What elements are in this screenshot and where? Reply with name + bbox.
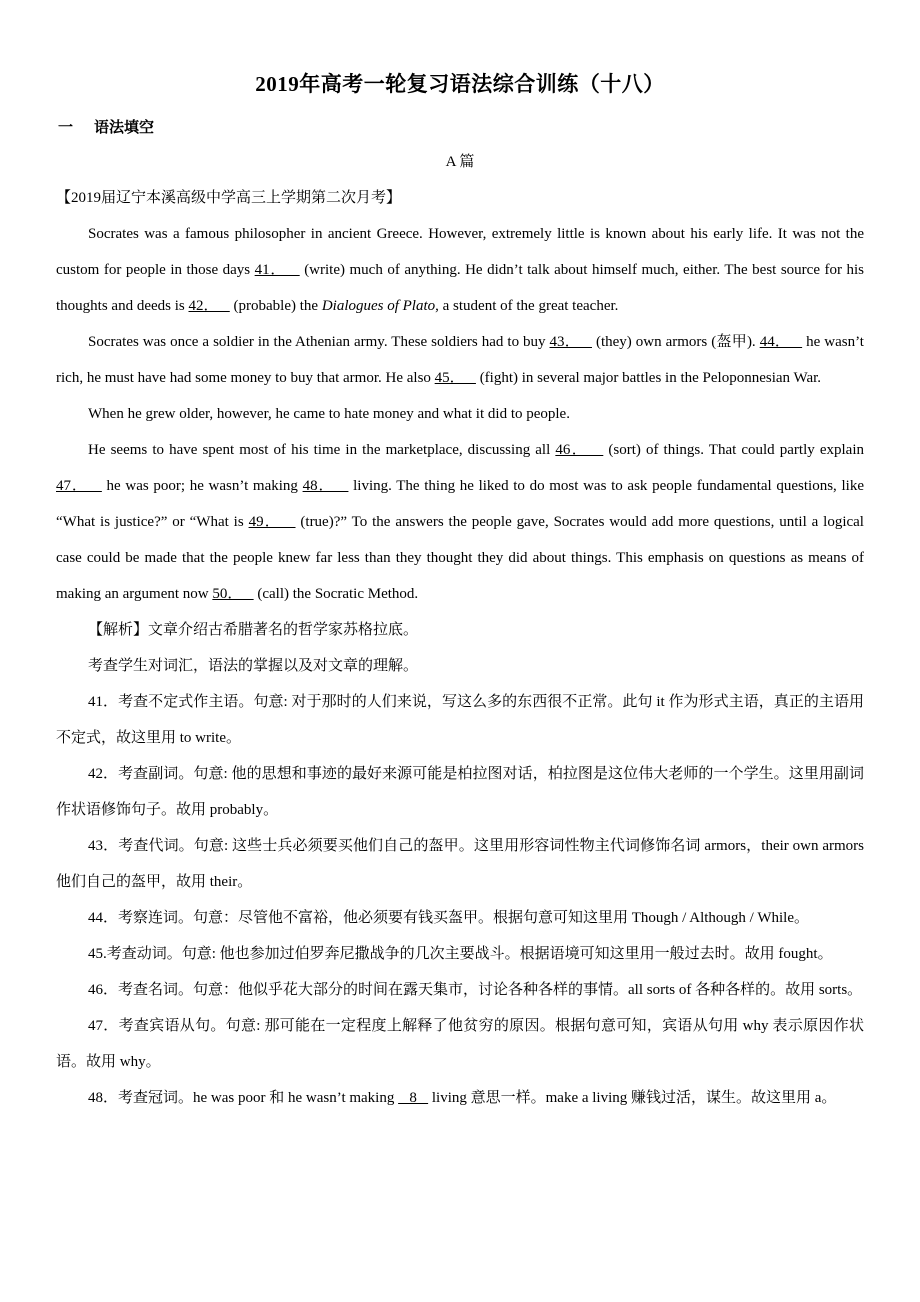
blank-43: 43． [549,334,592,350]
passage-text: (they) own armors (盔甲). [591,334,760,350]
analysis-item-42: 42．考查副词。句意: 他的思想和事迹的最好来源可能是柏拉图对话，柏拉图是这位伟大老师的一个学生。这里用副词作状语修饰句子。故用 probably。 [56,766,864,818]
passage-text: (call) the Socratic Method. [253,586,419,602]
passage-text: (write) much of anything. He didn’t talk about himself much, either. The best source for his thoughts and deeds is [56,262,864,314]
section-heading [58,116,154,137]
analysis-item-45: 45.考查动词。句意: 他也参加过伯罗奔尼撒战争的几次主要战斗。根据语境可知这里用一般过去时。故用 fought。 [88,946,833,962]
page-title: 2019年高考一轮复习语法综合训练（十八） [255,72,665,96]
passage-text: (true)?” To the answers the people gave, Socrates would add more questions, until a logical case could be made that the people knew far less than they thought they did about things. This emphasis on questions as means of making an argument now [56,514,864,602]
blank-47: 47． [56,478,102,494]
passage-text: (fight) in several major battles in the Peloponnesian War. [475,370,822,386]
analysis-item-44: 44．考察连词。句意：尽管他不富裕，他必须要有钱买盔甲。根据句意可知这里用 Though / Although / While。 [88,910,809,926]
blank-50: 50． [212,586,254,602]
analysis-item-48 [56,1080,864,1116]
book-title: Dialogues of Plato [321,298,436,314]
analysis-intro: 【解析】文章介绍古希腊著名的哲学家苏格拉底。 [88,622,419,638]
blank-45: 45． [434,370,476,386]
analysis-item-41: 41．考查不定式作主语。句意: 对于那时的人们来说，写这么多的东西很不正常。此句 it 作为形式主语，真正的主语用不定式，故这里用 to write。 [56,694,864,746]
document-content [56,180,864,1116]
blank-41: 41． [254,262,300,278]
blank-42: 42． [188,298,230,314]
source-note: 【2019届辽宁本溪高级中学高三上学期第二次月考】 [56,190,402,206]
section-number: 一 [58,120,74,136]
passage-subtitle: A 篇 [445,154,475,170]
blank-44: 44． [759,334,803,350]
passage-paragraph-2 [56,324,864,396]
blank-46: 46． [555,442,604,458]
passage-text: he wasn’t rich, he must have had some money to buy that armor. He also [56,334,864,386]
passage-text: (probable) the [229,298,322,314]
passage-text: he was poor; he wasn’t making [101,478,303,494]
analysis-text: 48．考查冠词。he was poor 和 he wasn’t making [88,1090,399,1106]
section-label: 语法填空 [94,120,155,136]
passage-paragraph-3: When he grew older, however, he came to hate money and what it did to people. [88,406,570,422]
blank-49: 49． [248,514,296,530]
passage-text: Socrates was once a soldier in the Athenian army. These soldiers had to buy [88,334,550,350]
passage-paragraph-1 [56,216,864,324]
analysis-item-46: 46．考查名词。句意：他似乎花大部分的时间在露天集市，讨论各种各样的事情。all sorts of 各种各样的。故用 sorts。 [88,982,863,998]
analysis-item-43: 43．考查代词。句意: 这些士兵必须要买他们自己的盔甲。这里用形容词性物主代词修饰名词 armors，their own armors 他们自己的盔甲，故用 their。 [56,838,864,890]
passage-text: , a student of the great teacher. [435,298,619,314]
passage-text: (sort) of things. That could partly explain [603,442,864,458]
passage-paragraph-4 [56,432,864,612]
analysis-text: living 意思一样。make a living 赚钱过活，谋生。故这里用 a。 [428,1090,837,1106]
analysis-item-47: 47．考查宾语从句。句意: 那可能在一定程度上解释了他贫穷的原因。根据句意可知，宾语从句用 why 表示原因作状语。故用 why。 [56,1018,864,1070]
analysis-intro-2: 考查学生对词汇，语法的掌握以及对文章的理解。 [88,658,419,674]
blank-48: 48． [302,478,349,494]
blank-8: 8 [398,1090,429,1106]
passage-text: Socrates was a famous philosopher in ancient Greece. However, extremely little is known about his early life. It was not the custom for people in those days [56,226,864,278]
passage-text: He seems to have spent most of his time in the marketplace, discussing all [88,442,556,458]
passage-text: living. The thing he liked to do most was to ask people fundamental questions, like “What is justice?” or “What is [56,478,864,530]
